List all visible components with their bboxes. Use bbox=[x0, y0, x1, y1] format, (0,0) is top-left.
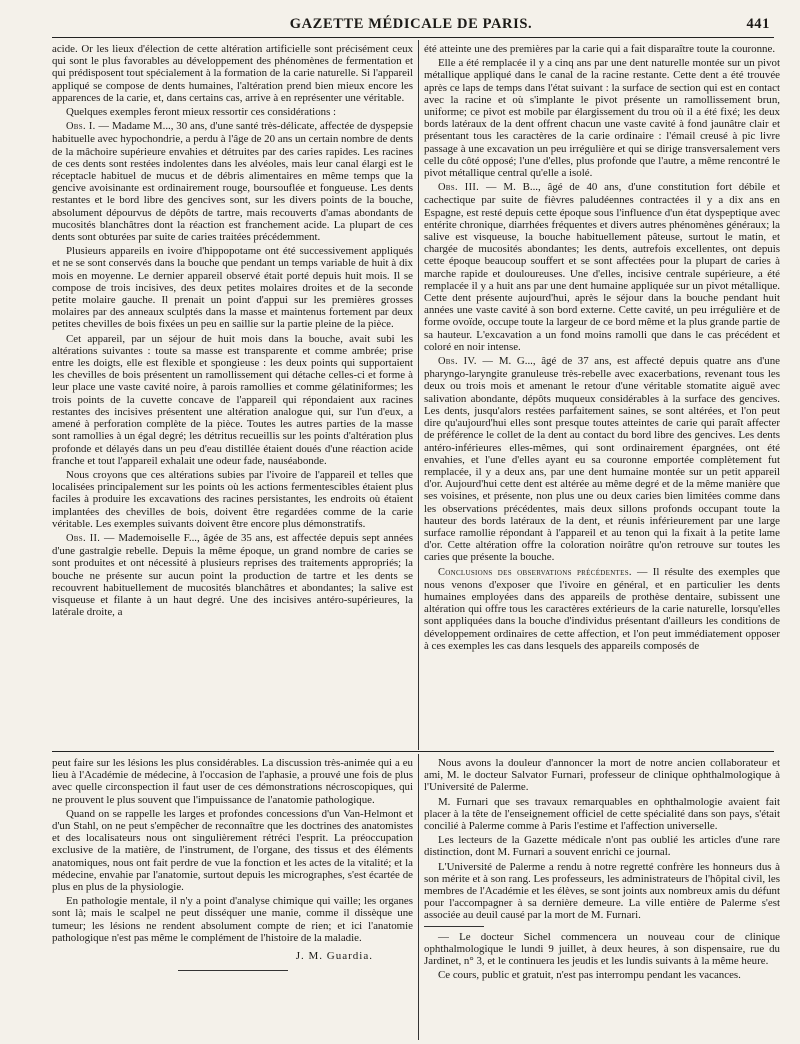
paragraph bbox=[52, 333, 413, 467]
page-header bbox=[52, 14, 770, 36]
paragraph-text: Les lecteurs de la Gazette médicale n'ont pas oublié les articles d'une rare distinction, dont M. Furnari a souvent enrichi ce journal. bbox=[424, 834, 780, 859]
paragraph-text: Ce cours, public et gratuit, n'est pas interrompu pendant les vacances. bbox=[438, 969, 741, 982]
paragraph-text: — Le docteur Sichel commencera un nouveau cour de clinique ophthalmologique le lundi 9 juillet, à deux heures, à son dispensaire, rue du Jardinet, n° 3, et le continuera les jeudis et les lundis suivants à la même heure. bbox=[424, 930, 780, 968]
paragraph bbox=[52, 43, 413, 104]
paragraph-lead: Obs. I. — bbox=[66, 121, 110, 133]
header-rule bbox=[52, 37, 774, 38]
page-number: 441 bbox=[746, 16, 770, 32]
column-lower-right bbox=[424, 757, 780, 1037]
paragraph-text: Mademoiselle F..., âgée de 35 ans, est affectée depuis sept années d'une gastralgie rebelle. Depuis la même époque, un grand nombre de caries se sont produites et ont nécessité à plusieurs reprises des traitements appropriés; la bouche ne présente sur aucun point la production de tartre et les dents se recouvrent habituellement de mucosités blanchâtres et abondantes; la salive est visqueuse et filante à un haut degré. Une des incisives antéro-supérieures, la latérale droite, a bbox=[52, 531, 413, 619]
paragraph-text: Cet appareil, par un séjour de huit mois dans la bouche, avait subi les altérations suivantes : toute sa masse est transparente et comme ambrée; prise entre les doigts, elle est flexible et spongieuse : les deux points qui supportaient les chevilles de bois présentent un ramollissement qui détache celles-ci et forme à leur place une vaste cavité noire, à parois ramollies et comme gélatiniformes; les trois points de la cuvette concave de l'appareil qui répondaient aux racines restantes des incisives présentent une altération analogue qui, sur l'un d'eux, a amené à perforation complète de la pièce. Toutes les autres parties de la masse sont ramollies à un égal degré; les détritus recueillis sur les points d'altération plus profonde et délayés dans un peu d'eau distillée étaient doués d'une réaction acide franche et tout l'appareil exhalait une odeur fade, nauséabonde. bbox=[52, 332, 413, 467]
section-divider bbox=[52, 751, 774, 752]
paragraph bbox=[424, 931, 780, 968]
journal-title: GAZETTE MÉDICALE DE PARIS. bbox=[289, 16, 533, 32]
paragraph bbox=[52, 757, 413, 806]
paragraph bbox=[52, 106, 413, 118]
paragraph-text: M. G..., âgé de 37 ans, est affecté depuis quatre ans d'une pharyngo-laryngite granuleuse très-rebelle avec exacerbations, revenant tous les deux ou trois mois et amenant le retour d'une véritable stomatite aiguë avec salivation abondante, dépôts muqueux considérables à la surface des gencives. Les dents, jusqu'alors restées parfaitement saines, se sont altérées, et l'on peut dire qu'aujourd'hui elles sont presque toutes atteintes de carie qui paraît affecter de préférence le collet de la dent au contact du bord libre des gencives. Les dents antéro-inférieures elles-mêmes, qui sont ordinairement épargnées, ont été envahies, et l'une d'elles ayant eu sa couronne emportée complètement fut remplacée, il y a deux ans, par une dent humaine montée sur un petit appareil d'or. Aujourd'hui cette dent est altérée au même degré et de la même manière que ses voisines, et présente, non plus une ou deux caries bien limitées comme dans les observations précédentes, mais deux sillons profonds occupant toute la hauteur des bords latéraux de la dent, et réunis inférieurement par une large surface ramollie répondant à l'appareil et au tenon qui la fixait à la petite lame d'or. Cette altération offre la coloration noirâtre qu'on retrouve sur toutes les caries que présente la bouche. bbox=[424, 355, 780, 564]
paragraph-text: Nous croyons que ces altérations subies par l'ivoire de l'appareil et telles que localisées principalement sur les points où les actions fermentescibles étaient plus faciles à produire les excavations des racines persistantes, les endroits où étaient implantées des chevilles de bois, doivent être regardées comme de la carie véritable. Les exemples suivants doivent être encore plus démonstratifs. bbox=[52, 468, 413, 530]
observation-paragraph bbox=[424, 566, 780, 652]
paragraph-text: Quelques exemples feront mieux ressortir ces considérations : bbox=[66, 106, 337, 119]
author-signature: J. M. Guardia. bbox=[295, 950, 373, 963]
paragraph bbox=[52, 245, 413, 330]
paragraph-lead: Obs. II. — bbox=[66, 532, 115, 544]
paragraph-text: Nous avons la douleur d'annoncer la mort de notre ancien collaborateur et ami, M. le docteur Salvator Furnari, professeur de clinique ophthalmologique à l'Université de Palerme. bbox=[424, 757, 780, 794]
lower-left-body bbox=[52, 757, 413, 944]
paragraph-text: acide. Or les lieux d'élection de cette altération artificielle sont précisément ceux qui sont le plus favorables au développement des phénomènes de fermentation et qui prédisposent tout spécialement à la formation de la carie naturelle. Si l'appareil appliqué se compose de dents humaines, l'altération prend bien mieux encore les apparences de la carie, et, dans certains cas, arrive à en représenter une véritable. bbox=[52, 43, 413, 104]
paragraph bbox=[424, 757, 780, 794]
paragraph-text: M. B..., âgé de 40 ans, d'une constitution fort débile et cachectique par suite de fièvres paludéennes contractées il y a dix ans en Espagne, est resté depuis cette époque sous l'influence d'un état dyspeptique avec entérite chronique, diarrhées fréquentes et divers autres phénomènes généraux; la salive est visqueuse, la bouche habituellement pâteuse, surtout le matin, et chargée de mucosités abondantes; les dents, autrefois excellentes, ont depuis cette époque beaucoup souffert et se sont affectées pour la plupart de caries à marche rapide et douloureuses. Une d'elles, incisive centrale supérieure, a été remplacée il y a huit ans par une dent humaine appliquée sur un pivot métallique. Cette dent présente aujourd'hui, après le séjour dans la bouche pendant huit années une vaste cavité à son bord externe. Cette cavité, un peu irrégulière et de forme ovoïde, occupe toute la largeur de ce bord même et la plus grande partie de sa hauteur. L'excavation a un fond moins ramolli que dans le cas précédent et coloré en noir intense. bbox=[424, 181, 780, 353]
paragraph-text: Il résulte des exemples que nous venons d'exposer que l'ivoire en général, et en particulier les dents humaines employées dans des appareils de prothèse dentaire, subissent une altération qui offre tous les caractères extérieurs de la carie naturelle, lorsqu'elles sont appliquées dans la bouche d'individus présentant d'ailleurs les conditions de développement ordinaires de cette affection, et l'on peut immédiatement opposer à ces exemples les cas dans lesquels des appareils composés de bbox=[424, 565, 780, 652]
paragraph-text: Madame M..., 30 ans, d'une santé très-délicate, affectée de dyspepsie habituelle avec hypochondrie, a perdu à l'âge de 20 ans un certain nombre de dents de la mâchoire supérieure envahies et détruites par des caries rapides. Les racines de ces dents sont restées indolentes dans les alvéoles, mais leur canal élargi est le réceptacle habituel de mucus et de débris alimentaires en même temps que la gencive avoisinante est ordinairement rouge, boursouflée et fongueuse. Les dents restantes et le bord libre des gencives sont, sur les divers points de la bouche, absolument dépourvus de dépôts de tartre, mais recouverts d'amas abondants de mucosités blanchâtres dont la réaction est franchement acide. La plupart de ces dents sont obturées par suite de caries traitées précédemment. bbox=[52, 120, 413, 244]
signature-rule bbox=[178, 970, 288, 971]
column-divider-upper bbox=[418, 40, 419, 750]
observation-paragraph bbox=[52, 120, 413, 243]
paragraph-lead: Obs. III. — bbox=[438, 182, 497, 194]
paragraph bbox=[52, 895, 413, 944]
paragraph bbox=[52, 808, 413, 893]
observation-paragraph bbox=[424, 181, 780, 353]
column-upper-right bbox=[424, 43, 780, 749]
paragraph bbox=[424, 969, 780, 981]
paragraph-text: Plusieurs appareils en ivoire d'hippopotame ont été successivement appliqués et ne se sont conservés dans la bouche que pendant un temps variable de huit à dix mois en moyenne. Le dernier appareil observé était porté depuis huit mois. Il se compose de trois incisives, des deux petites molaires droites et de la seconde petite molaire gauche. Il prenait un point d'appui sur les premières grosses molaires par des anneaux sculptés dans la masse et maintenus fortement par deux petites chevilles de bois fixées un peu en saillie sur la partie pleine de la pièce. bbox=[52, 245, 413, 331]
paragraph-text: été atteinte une des premières par la carie qui a fait disparaître toute la couronne. bbox=[424, 43, 776, 55]
column-lower-left bbox=[52, 757, 413, 1037]
observation-paragraph bbox=[424, 355, 780, 563]
observation-paragraph bbox=[52, 532, 413, 618]
paragraph bbox=[424, 796, 780, 833]
paragraph-text: peut faire sur les lésions les plus considérables. La discussion très-animée qui a eu lieu à l'Académie de médecine, à l'occasion de l'aphasie, a prouvé une fois de plus avec quelle circonspection il faut user de ces démonstrations nécroscopiques, qui ne prouvent le plus souvent que l'impuissance de l'anatomie pathologique. bbox=[52, 757, 413, 806]
paragraph-text: Quand on se rappelle les larges et profondes concessions d'un Van-Helmont et d'un Stahl, on ne peut s'empêcher de reconnaître que les doctrines des anatomistes et des localisateurs nous ont singulièrement rétréci l'esprit. La préoccupation exclusive de la matière, de l'instrument, de l'organe, des tissus et des éléments anatomiques, nous ont fait perdre de vue la fonction et les actes de la vitalité; et la médecine, envahie par l'anatomie, surtout depuis les micrographes, s'est écartée de plus en plus de la physiologie. bbox=[52, 807, 413, 894]
paragraph-text: L'Université de Palerme a rendu à notre regretté confrère les honneurs dus à son mérite et à son rang. Les professeurs, les administrateurs de l'hôpital civil, les membres de l'Académie et les élèves, se sont joints aux nombreux amis du défunt pour l'accompagner à sa dernière demeure. La ville entière de Palerme s'est associée au deuil causé par la mort de M. Furnari. bbox=[424, 860, 780, 922]
paragraph bbox=[424, 43, 780, 55]
paragraph-text: Elle a été remplacée il y a cinq ans par une dent naturelle montée sur un pivot métallique appliqué dans le canal de la racine restante. Cette dent a été trouvée après ce laps de temps dans l'état suivant : la surface de section qui est en contact avec la racine et où s'implante le pivot présente un ramollissement brun, uniforme; ce pivot est mobile par élargissement du trou où il a été fixé; les deux bords latéraux de la dent offrent chacun une vaste cavité à fond jaunâtre clair et présentant tous les caractères de la carie ordinaire : l'émail creusé à pic livre passage à une excavation un peu irrégulière et qui se dirige transversalement vers celle du côté opposé; l'une d'elles, plus profonde que l'autre, a même rencontré le pivot métallique central qu'elle a isolé. bbox=[424, 57, 780, 180]
paragraph bbox=[424, 834, 780, 858]
column-upper-left bbox=[52, 43, 413, 749]
paragraph-lead: Obs. IV. — bbox=[438, 356, 494, 368]
paragraph bbox=[52, 469, 413, 530]
paragraph-text: M. Furnari que ses travaux remarquables en ophthalmologie avaient fait placer à la tête de l'enseignement officiel de cette spécialité dans son pays, s'était concilié à Palerme comme à Paris l'estime et l'affection universelle. bbox=[424, 795, 780, 833]
paragraph bbox=[424, 861, 780, 922]
paragraph-lead: Conclusions des observations précédentes. — bbox=[438, 566, 648, 578]
separator-rule bbox=[424, 926, 484, 927]
column-divider-lower bbox=[418, 754, 419, 1040]
paragraph-text: En pathologie mentale, il n'y a point d'analyse chimique qui vaille; les organes sont là; mais le scalpel ne peut disséquer une manie, comme il dissèque une tumeur; les lésions ne rendent absolument compte de rien; et ici l'anatomie pathologique n'est pas même le complément de l'histoire de la maladie. bbox=[52, 895, 413, 944]
paragraph bbox=[424, 57, 780, 179]
